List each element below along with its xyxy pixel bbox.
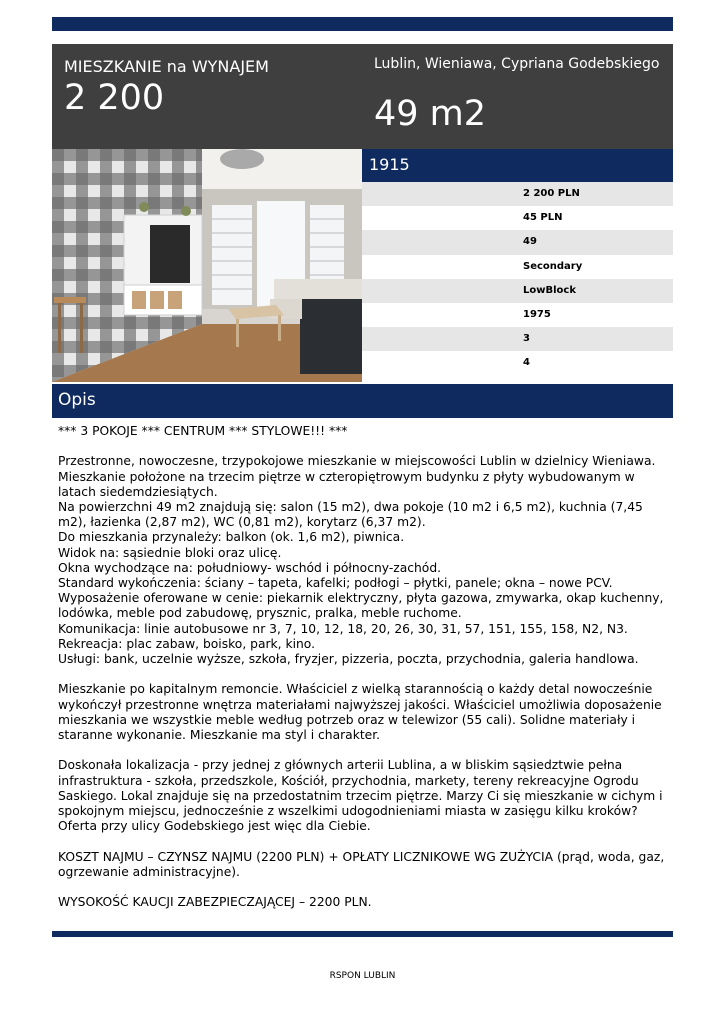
details-panel [362,149,673,382]
description-text: *** 3 POKOJE *** CENTRUM *** STYLOWE!!! *** Przestronne, nowoczesne, trzypokojowe mieszkanie w miejscowości Lublin w dzielnicy Wieniawa. Mieszkanie położone na trzecim piętrze w czteropiętrowym budynku z płyty wybudowanym w latach siedemdziesiątych. Na powierzchni 49 m2 znajdują się: salon (15 m2), dwa pokoje (10 m2 i 6,5 m2), kuchnia (7,45 m2), łazienka (2,87 m2), WC (0,81 m2), korytarz (6,37 m2). Do mieszkania przynależy: balkon (ok. 1,6 m2), piwnica. Widok na: sąsiednie bloki oraz ulicę. Okna wychodzące na: południowy- wschód i północny-zachód. Standard wykończenia: ściany – tapeta, kafelki; podłogi – płytki, panele; okna – nowe PCV. Wyposażenie oferowane w cenie: piekarnik elektryczny, płyta gazowa, zmywarka, okap kuchenny, lodówka, meble pod zabudowę, prysznic, pralka, meble ruchome. Komunikacja: linie autobusowe nr 3, 7, 10, 12, 18, 20, 26, 30, 31, 57, 151, 155, 158, N2, N3. Rekreacja: plac zabaw, boisko, park, kino. Usługi: bank, uczelnie wyższe, szkoła, fryzjer, pizzeria, poczta, przychodnia, galeria handlowa. Mieszkanie po kapitalnym remoncie. Właściciel z wielką starannością o każdy detal nowocześnie wykończył przestronne wnętrza materiałami najwyższej jakości. Właściciel umożliwia doposażenie mieszkania we wszystkie meble według potrzeb oraz w telewizor (55 cali). Solidne materiały i staranne wykonanie. Mieszkanie ma styl i charakter. Doskonała lokalizacja - przy jednej z głównych arterii Lublina, a w bliskim sąsiedztwie pełna infrastruktura - szkoła, przedszkole, Kościół, przychodnia, markety, tereny rekreacyjne Ogrodu Saskiego. Lokal znajduje się na przedostatnim trzecim piętrze. Marzy Ci się mieszkanie w cichym i spokojnym miejscu, jednocześnie z wszelkimi udogodnieniami miasta w zasięgu kilku kroków? Oferta przy ulicy Godebskiego jest więc dla Ciebie. KOSZT NAJMU – CZYNSZ NAJMU (2200 PLN) + OPŁATY LICZNIKOWE WG ZUŻYCIA (prąd, woda, gaz, ogrzewanie administracyjne). WYSOKOŚĆ KAUCJI ZABEZPIECZAJĄCEJ – 2200 PLN. [58,424,665,910]
apartment-photo [52,149,362,382]
listing-id: 1915 [362,149,673,182]
detail-row-year: 1975 [362,303,673,327]
section-title-description: Opis [52,384,673,418]
bottom-accent-bar [52,931,673,937]
detail-row-area: 49 [362,230,673,254]
listing-address: Lublin, Wieniawa, Cypriana Godebskiego [374,56,660,72]
listing-price: 2 200 [64,78,165,118]
detail-row-floors-total: 4 [362,351,673,375]
detail-row-building-type: LowBlock [362,279,673,303]
detail-row-price: 2 200 PLN [362,182,673,206]
detail-row-fee: 45 PLN [362,206,673,230]
detail-row-market: Secondary [362,255,673,279]
detail-row-floor: 3 [362,327,673,351]
listing-area: 49 m2 [374,94,487,134]
footer-agency: RSPON LUBLIN [329,971,396,981]
listing-header [52,44,673,149]
top-accent-bar [52,17,673,31]
listing-type: MIESZKANIE na WYNAJEM [64,57,269,76]
